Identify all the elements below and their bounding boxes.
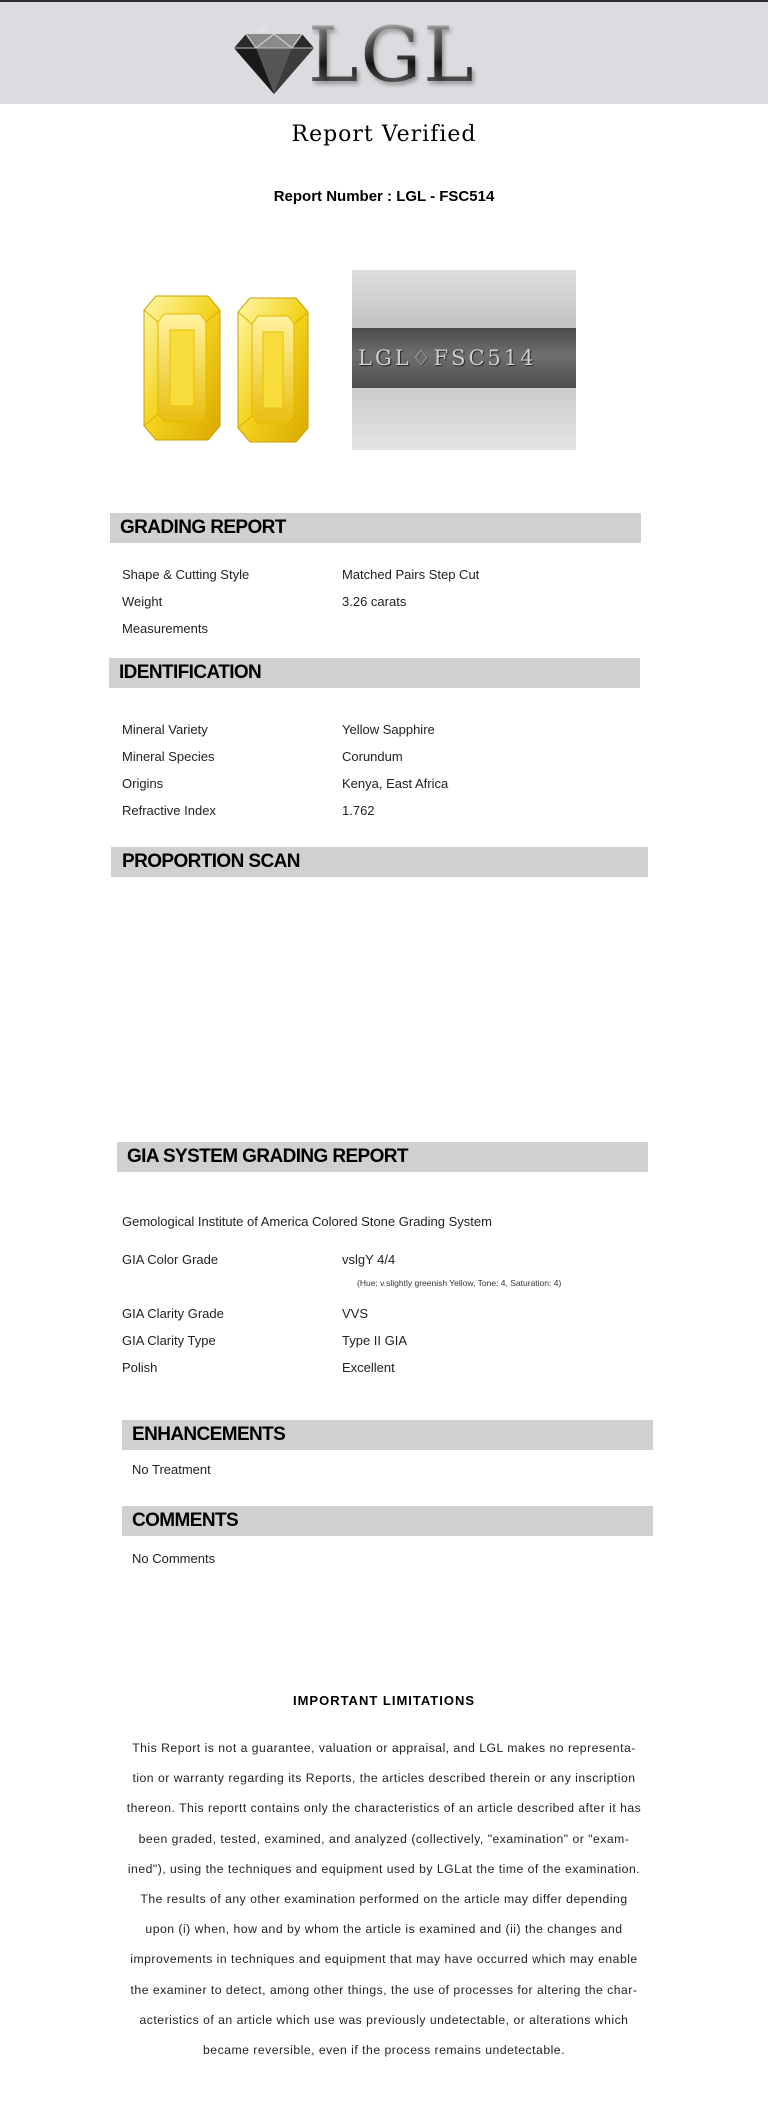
- row-value: Yellow Sapphire: [342, 722, 435, 737]
- row-value: Corundum: [342, 749, 403, 764]
- row-value: VVS: [342, 1306, 369, 1321]
- limitations-line: The results of any other examination performed on the article may differ depending: [140, 1892, 628, 1907]
- row-label: Measurements: [122, 621, 208, 636]
- row-label: Origins: [122, 776, 164, 791]
- row-label: GIA Clarity Grade: [122, 1306, 224, 1321]
- limitations-line: been graded, tested, examined, and analyzed (collectively, "examination" or "exam-: [138, 1831, 630, 1846]
- enhancements-heading: ENHANCEMENTS: [122, 1420, 653, 1450]
- limitations-text: [117, 1733, 651, 2065]
- row-label: Weight: [122, 594, 163, 609]
- limitations-line: the examiner to detect, among other things, the use of processes for altering the char-: [130, 1982, 638, 1997]
- header-band: [0, 2, 768, 104]
- row-value: Type II GIA: [342, 1333, 408, 1348]
- inscription-text: LGL♢FSC514: [358, 346, 537, 370]
- limitations-line: acteristics of an article which use was previously undetectable, or alterations which: [139, 2012, 629, 2027]
- limitations-line: became reversible, even if the process remains undetectable.: [203, 2043, 565, 2058]
- row-label: Polish: [122, 1360, 158, 1375]
- stone-photo: [132, 270, 328, 466]
- row-value: Matched Pairs Step Cut: [342, 567, 480, 582]
- row-value: 3.26 carats: [342, 594, 407, 609]
- row-value: Kenya, East Africa: [342, 776, 449, 791]
- proportion-scan-heading: PROPORTION SCAN: [111, 847, 648, 877]
- comments-text: No Comments: [132, 1551, 216, 1566]
- limitations-line: ined"), using the techniques and equipment used by LGLat the time of the examination.: [127, 1861, 641, 1876]
- row-value: 1.762: [342, 803, 375, 818]
- limitations-line: This Report is not a guarantee, valuation or appraisal, and LGL makes no representa-: [132, 1741, 636, 1755]
- logo-text: LGL: [308, 10, 476, 99]
- row-label: Refractive Index: [122, 803, 216, 818]
- row-label: Mineral Species: [122, 749, 215, 764]
- row-value: vslgY 4/4: [342, 1252, 396, 1267]
- lgl-logo[interactable]: [232, 10, 492, 100]
- enhancements-text: No Treatment: [132, 1462, 211, 1477]
- grading-report-heading: GRADING REPORT: [110, 513, 641, 543]
- row-label: Mineral Variety: [122, 722, 208, 737]
- comments-heading: COMMENTS: [122, 1506, 653, 1536]
- limitations-line: upon (i) when, how and by whom the article is examined and (ii) the changes and: [145, 1922, 623, 1937]
- limitations-line: thereon. This reportt contains only the characteristics of an article described after it has: [126, 1801, 642, 1816]
- inscription-photo: [352, 270, 576, 450]
- diamond-icon: [232, 18, 316, 98]
- row-label: GIA Clarity Type: [122, 1333, 216, 1348]
- limitations-line: improvements in techniques and equipment that may have occurred which may enable: [130, 1952, 638, 1967]
- limitations-heading: IMPORTANT LIMITATIONS: [292, 1693, 476, 1708]
- gia-system-name: Gemological Institute of America Colored Stone Grading System: [122, 1214, 492, 1229]
- row-label: GIA Color Grade: [122, 1252, 219, 1267]
- report-number: Report Number : LGL - FSC514: [273, 188, 495, 205]
- page-title: Report Verified: [291, 122, 477, 147]
- limitations-line: tion or warranty regarding its Reports, the articles described therein or any inscription: [132, 1771, 636, 1786]
- identification-heading: IDENTIFICATION: [109, 658, 640, 688]
- gia-report-heading: GIA SYSTEM GRADING REPORT: [117, 1142, 648, 1172]
- row-label: Shape & Cutting Style: [122, 567, 250, 582]
- color-grade-note: (Hue: v.slightly greenish Yellow, Tone: 4, Saturation: 4): [357, 1278, 562, 1288]
- row-value: Excellent: [342, 1360, 395, 1375]
